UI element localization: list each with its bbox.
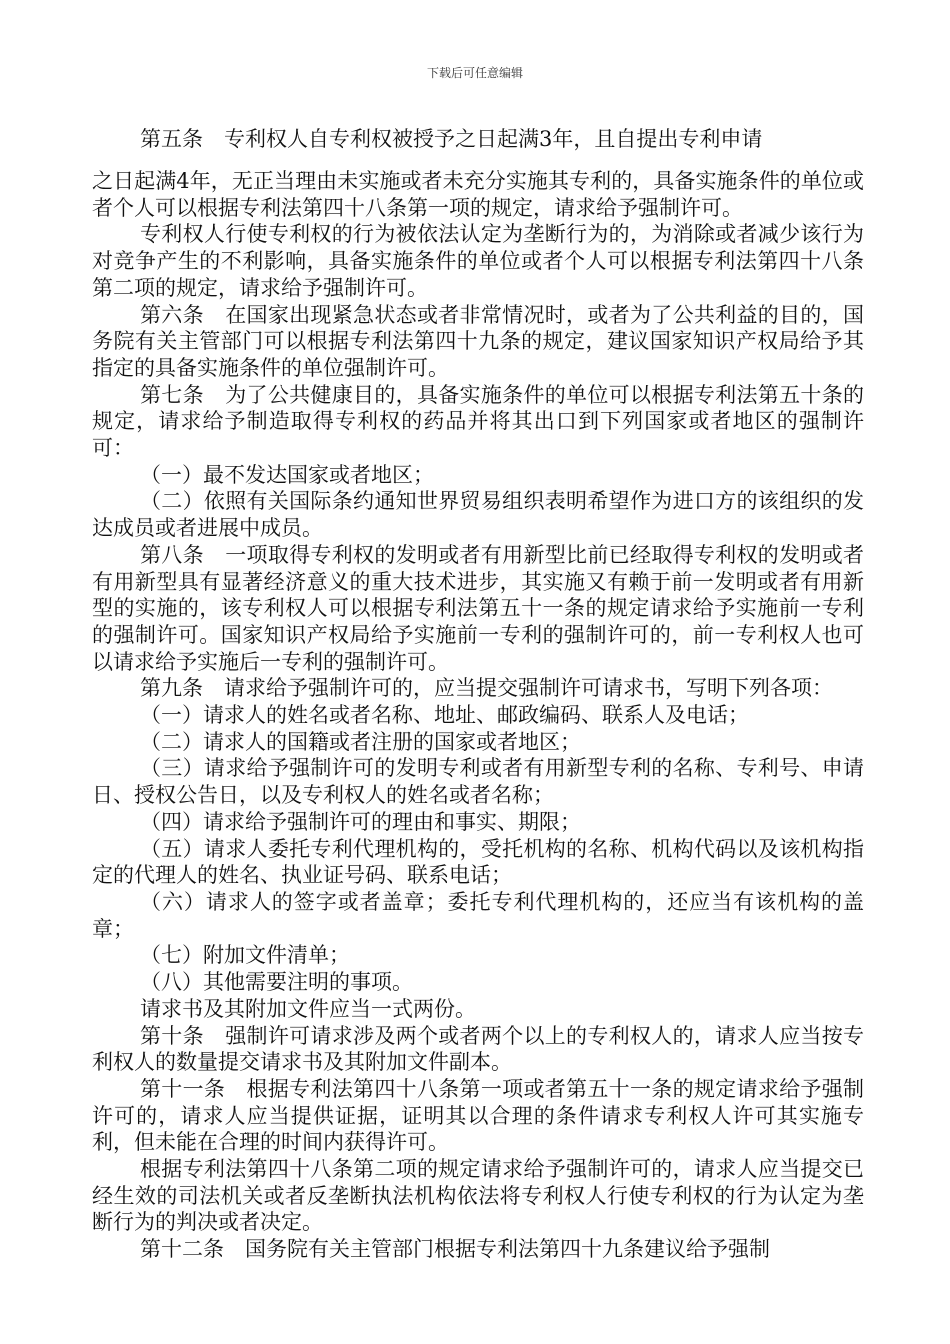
article-7-item-2: （二）依照有关国际条约通知世界贸易组织表明希望作为进口方的该组织的发达成员或者进展中成员。 (92, 489, 864, 541)
article-9-item-8: （八）其他需要注明的事项。 (140, 970, 413, 995)
article-9-item-6: （六）请求人的签字或者盖章；委托专利代理机构的，还应当有该机构的盖章； (92, 889, 864, 941)
article-12: 第十二条 国务院有关主管部门根据专利法第四十九条建议给予强制 (140, 1237, 770, 1262)
article-7-item-1: （一）最不发达国家或者地区； (140, 462, 434, 487)
article-5-continued: 之日起满4年，无正当理由未实施或者未充分实施其专利的，具备实施条件的单位或者个人可以根据专利法第四十八条第一项的规定，请求给予强制许可。 (92, 169, 864, 220)
article-5-line-1: 第五条 专利权人自专利权被授予之日起满3年，且自提出专利申请 (140, 127, 763, 151)
article-7: 第七条 为了公共健康目的，具备实施条件的单位可以根据专利法第五十条的规定，请求给予制造取得专利权的药品并将其出口到下列国家或者地区的强制许可： (92, 382, 864, 461)
article-11-paragraph-2: 根据专利法第四十八条第二项的规定请求给予强制许可的，请求人应当提交已经生效的司法机关或者反垄断执法机构依法将专利权人行使专利权的行为认定为垄断行为的判决或者决定。 (92, 1157, 864, 1235)
article-9-item-3: （三）请求给予强制许可的发明专利或者有用新型专利的名称、专利号、申请日、授权公告日，以及专利权人的姓名或者名称； (92, 756, 864, 808)
article-9-copies: 请求书及其附加文件应当一式两份。 (140, 996, 476, 1021)
article-9: 第九条 请求给予强制许可的，应当提交强制许可请求书，写明下列各项： (140, 676, 833, 701)
article-9-item-4: （四）请求给予强制许可的理由和事实、期限； (140, 809, 581, 834)
page-header: 下载后可任意编辑 (426, 66, 523, 80)
article-5-paragraph-2: 专利权人行使专利权的行为被依法认定为垄断行为的，为消除或者减少该行为对竞争产生的不利影响，具备实施条件的单位或者个人可以根据专利法第四十八条第二项的规定，请求给予强制许可。 (92, 222, 864, 300)
article-10: 第十条 强制许可请求涉及两个或者两个以上的专利权人的，请求人应当按专利权人的数量提交请求书及其附加文件副本。 (92, 1023, 864, 1075)
article-8: 第八条 一项取得专利权的发明或者有用新型比前已经取得专利权的发明或者有用新型具有显著经济意义的重大技术进步，其实施又有赖于前一发明或者有用新型的实施的，该专利权人可以根据专利法第五十一条的规定请求给予实施前一专利的强制许可。国家知识产权局给予实施前一专利的强制许可的，前一专利权人也可以请求给予实施后一专利的强制许可。 (92, 542, 864, 674)
article-9-item-2: （二）请求人的国籍或者注册的国家或者地区； (140, 729, 581, 754)
article-9-item-5: （五）请求人委托专利代理机构的，受托机构的名称、机构代码以及该机构指定的代理人的姓名、执业证号码、联系电话； (92, 836, 864, 888)
article-11: 第十一条 根据专利法第四十八条第一项或者第五十一条的规定请求给予强制许可的，请求人应当提供证据，证明其以合理的条件请求专利权人许可其实施专利，但未能在合理的时间内获得许可。 (92, 1076, 864, 1155)
article-6: 第六条 在国家出现紧急状态或者非常情况时，或者为了公共利益的目的，国务院有关主管部门可以根据专利法第四十九条的规定，建议国家知识产权局给予其指定的具备实施条件的单位强制许可。 (92, 302, 864, 380)
article-9-item-1: （一）请求人的姓名或者名称、地址、邮政编码、联系人及电话； (140, 703, 749, 728)
article-9-item-7: （七）附加文件清单； (140, 943, 350, 968)
document-body (92, 110, 864, 1263)
